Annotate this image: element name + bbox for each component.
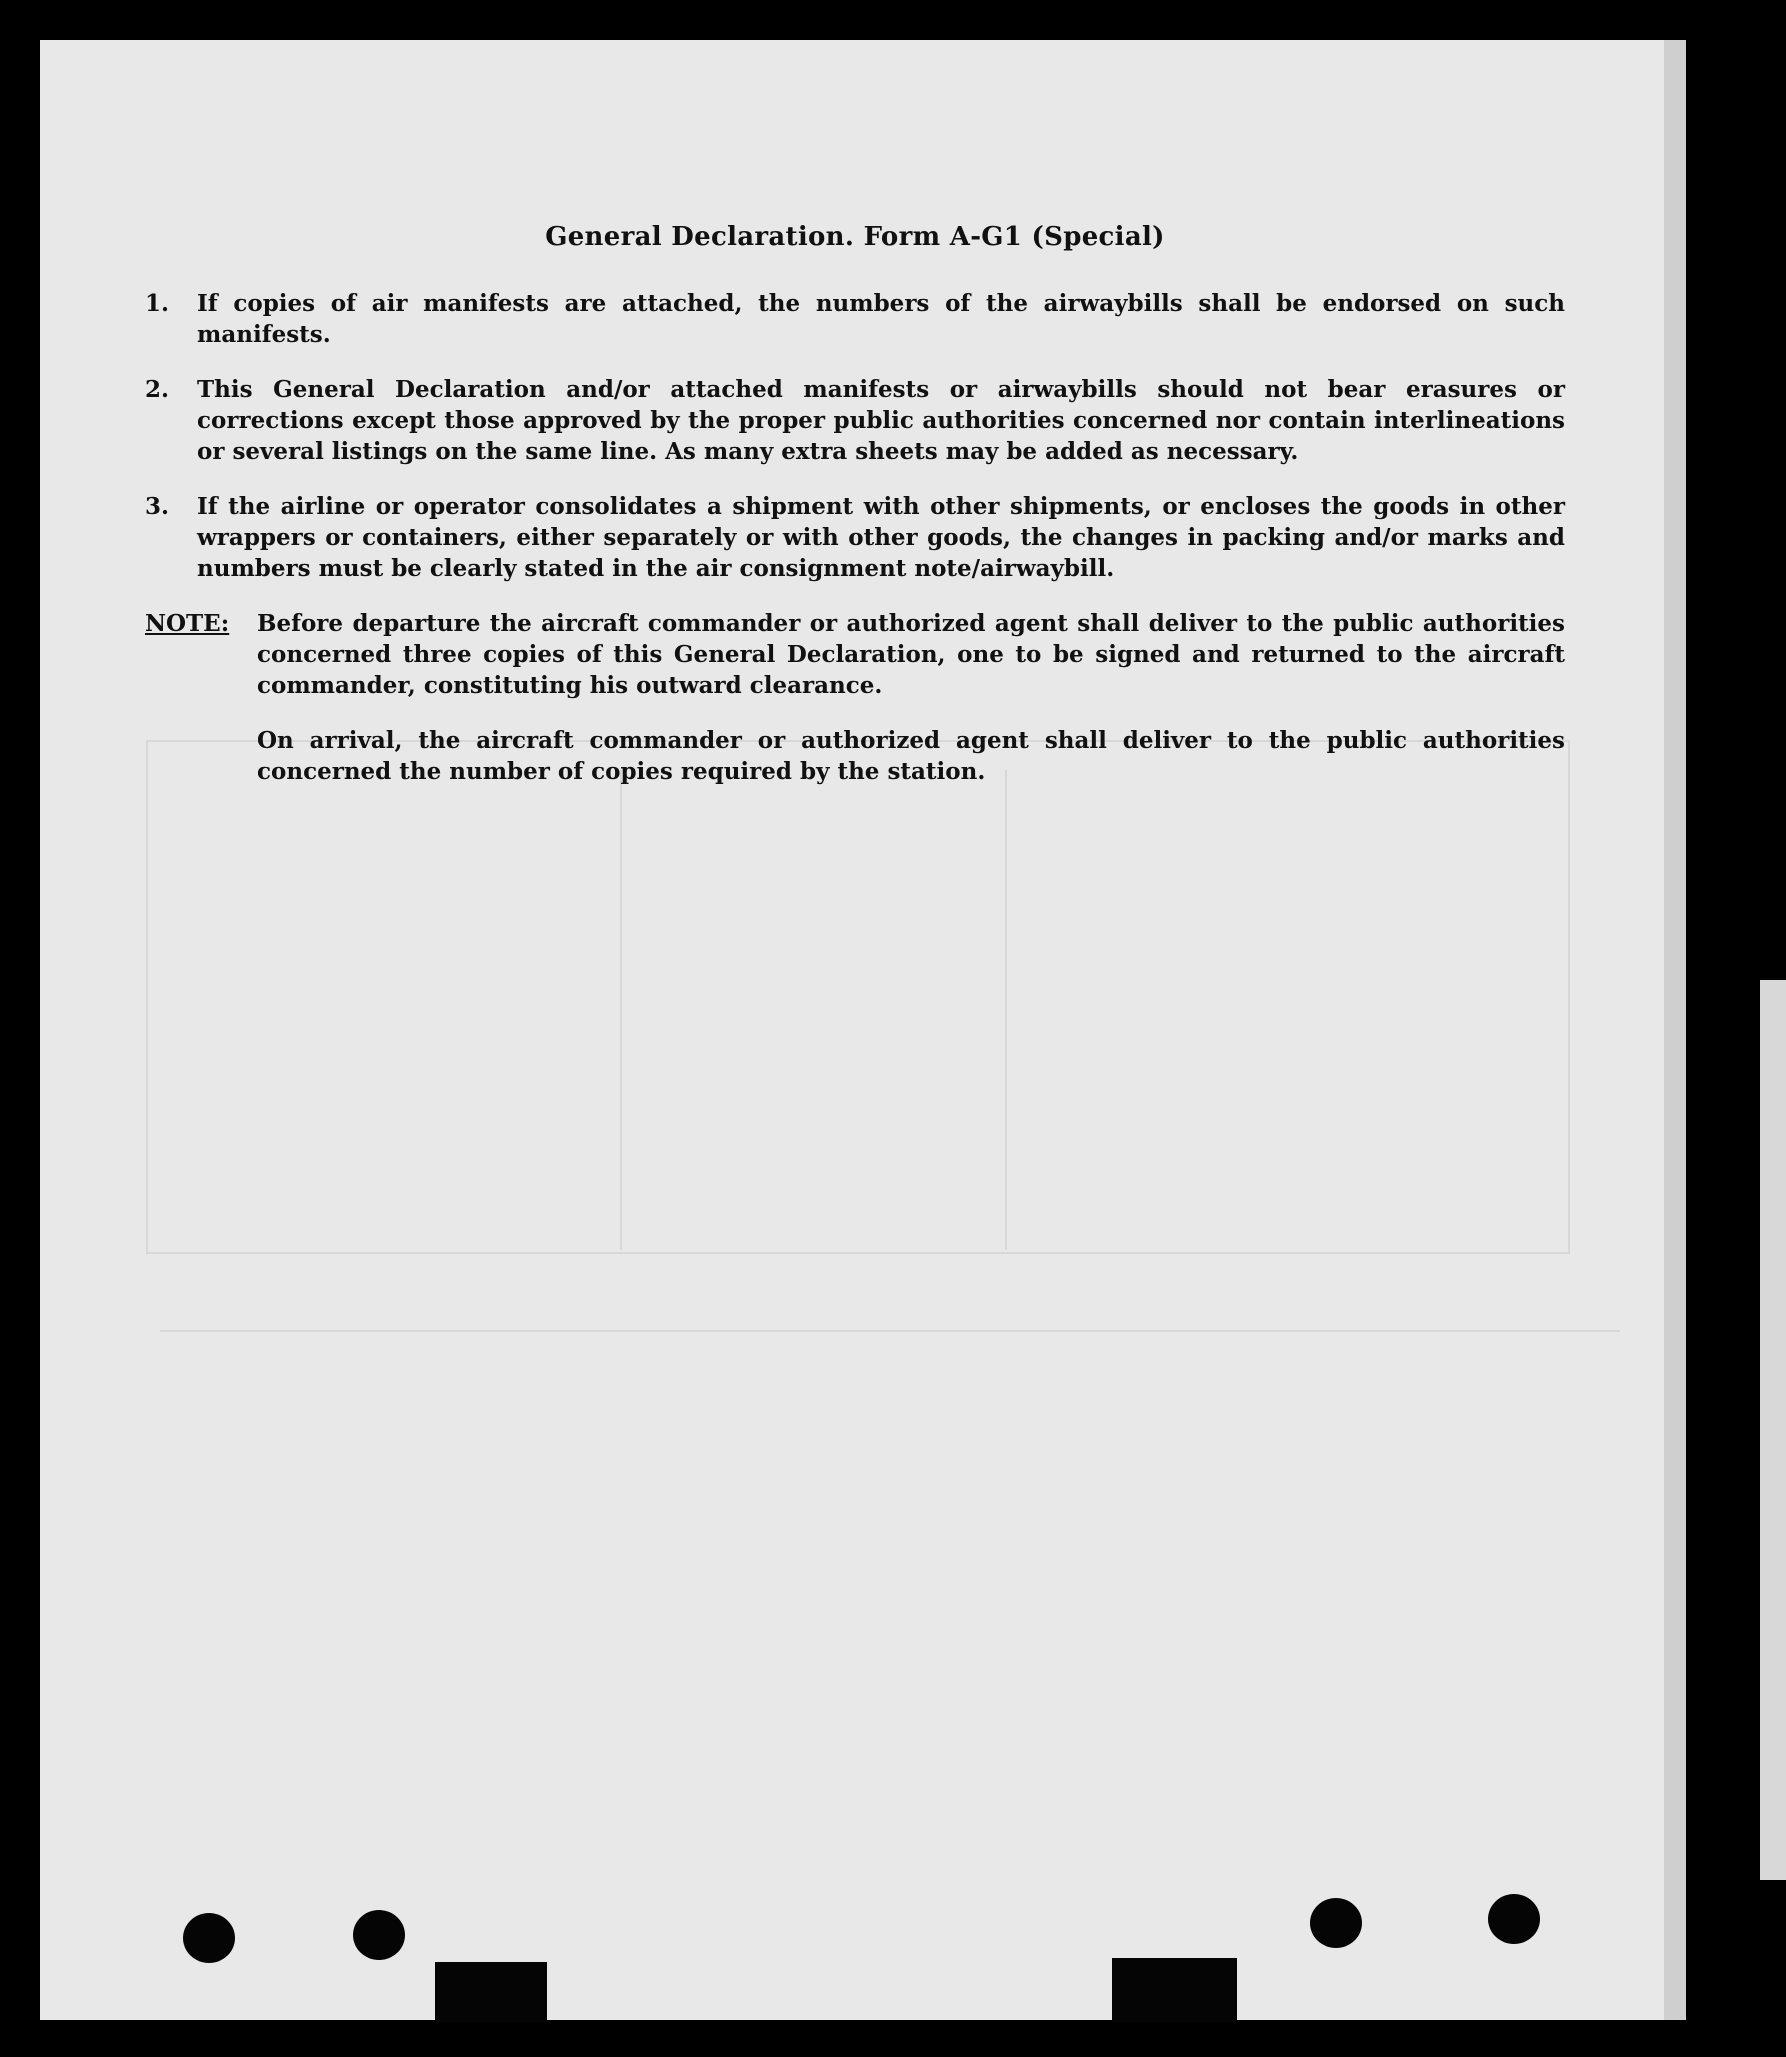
note-paragraph: On arrival, the aircraft commander or authorized agent shall deliver to the public authorities concerned the number of copies required by the station. [257, 727, 1565, 785]
punch-hole [1488, 1894, 1540, 1944]
list-item [145, 374, 1565, 467]
declaration-content [145, 222, 1565, 787]
punch-hole [1310, 1898, 1362, 1948]
list-item [145, 491, 1565, 584]
punch-hole [353, 1910, 405, 1960]
binding-tab [1112, 1958, 1237, 2022]
binding-tab [435, 1962, 547, 2022]
bleed-through-rule [160, 1330, 1620, 1332]
note-paragraph: Before departure the aircraft commander or authorized agent shall deliver to the public authorities concerned three copies of this General Declaration, one to be signed and returned to the aircraft commander, constituting his outward clearance. [257, 610, 1565, 699]
item-number: 1. [145, 290, 170, 317]
item-number: 3. [145, 493, 170, 520]
item-number: 2. [145, 376, 170, 403]
note-label: NOTE: [145, 610, 230, 637]
page-title: General Declaration. Form A-G1 (Special) [545, 222, 1165, 252]
item-text: If the airline or operator consolidates a shipment with other shipments, or encloses the goods in other wrappers or containers, either separately or with other goods, the changes in packing and/or marks and numbers must be clearly stated in the air consignment note/airwaybill. [197, 493, 1565, 582]
bleed-through-column-divider [620, 770, 622, 1250]
punch-hole [183, 1913, 235, 1963]
paper-edge [1760, 980, 1786, 1880]
item-text: If copies of air manifests are attached, the numbers of the airwaybills shall be endorsed on such manifests. [197, 290, 1565, 348]
note-block [145, 608, 1565, 701]
list-item [145, 288, 1565, 350]
paper-edge [1664, 40, 1686, 2020]
bleed-through-column-divider [1005, 770, 1007, 1250]
item-text: This General Declaration and/or attached manifests or airwaybills should not bear erasures or corrections except those approved by the proper public authorities concerned nor contain interlineations or several listings on the same line. As many extra sheets may be added as necessary. [197, 376, 1565, 465]
bleed-through-table [146, 740, 1570, 1254]
